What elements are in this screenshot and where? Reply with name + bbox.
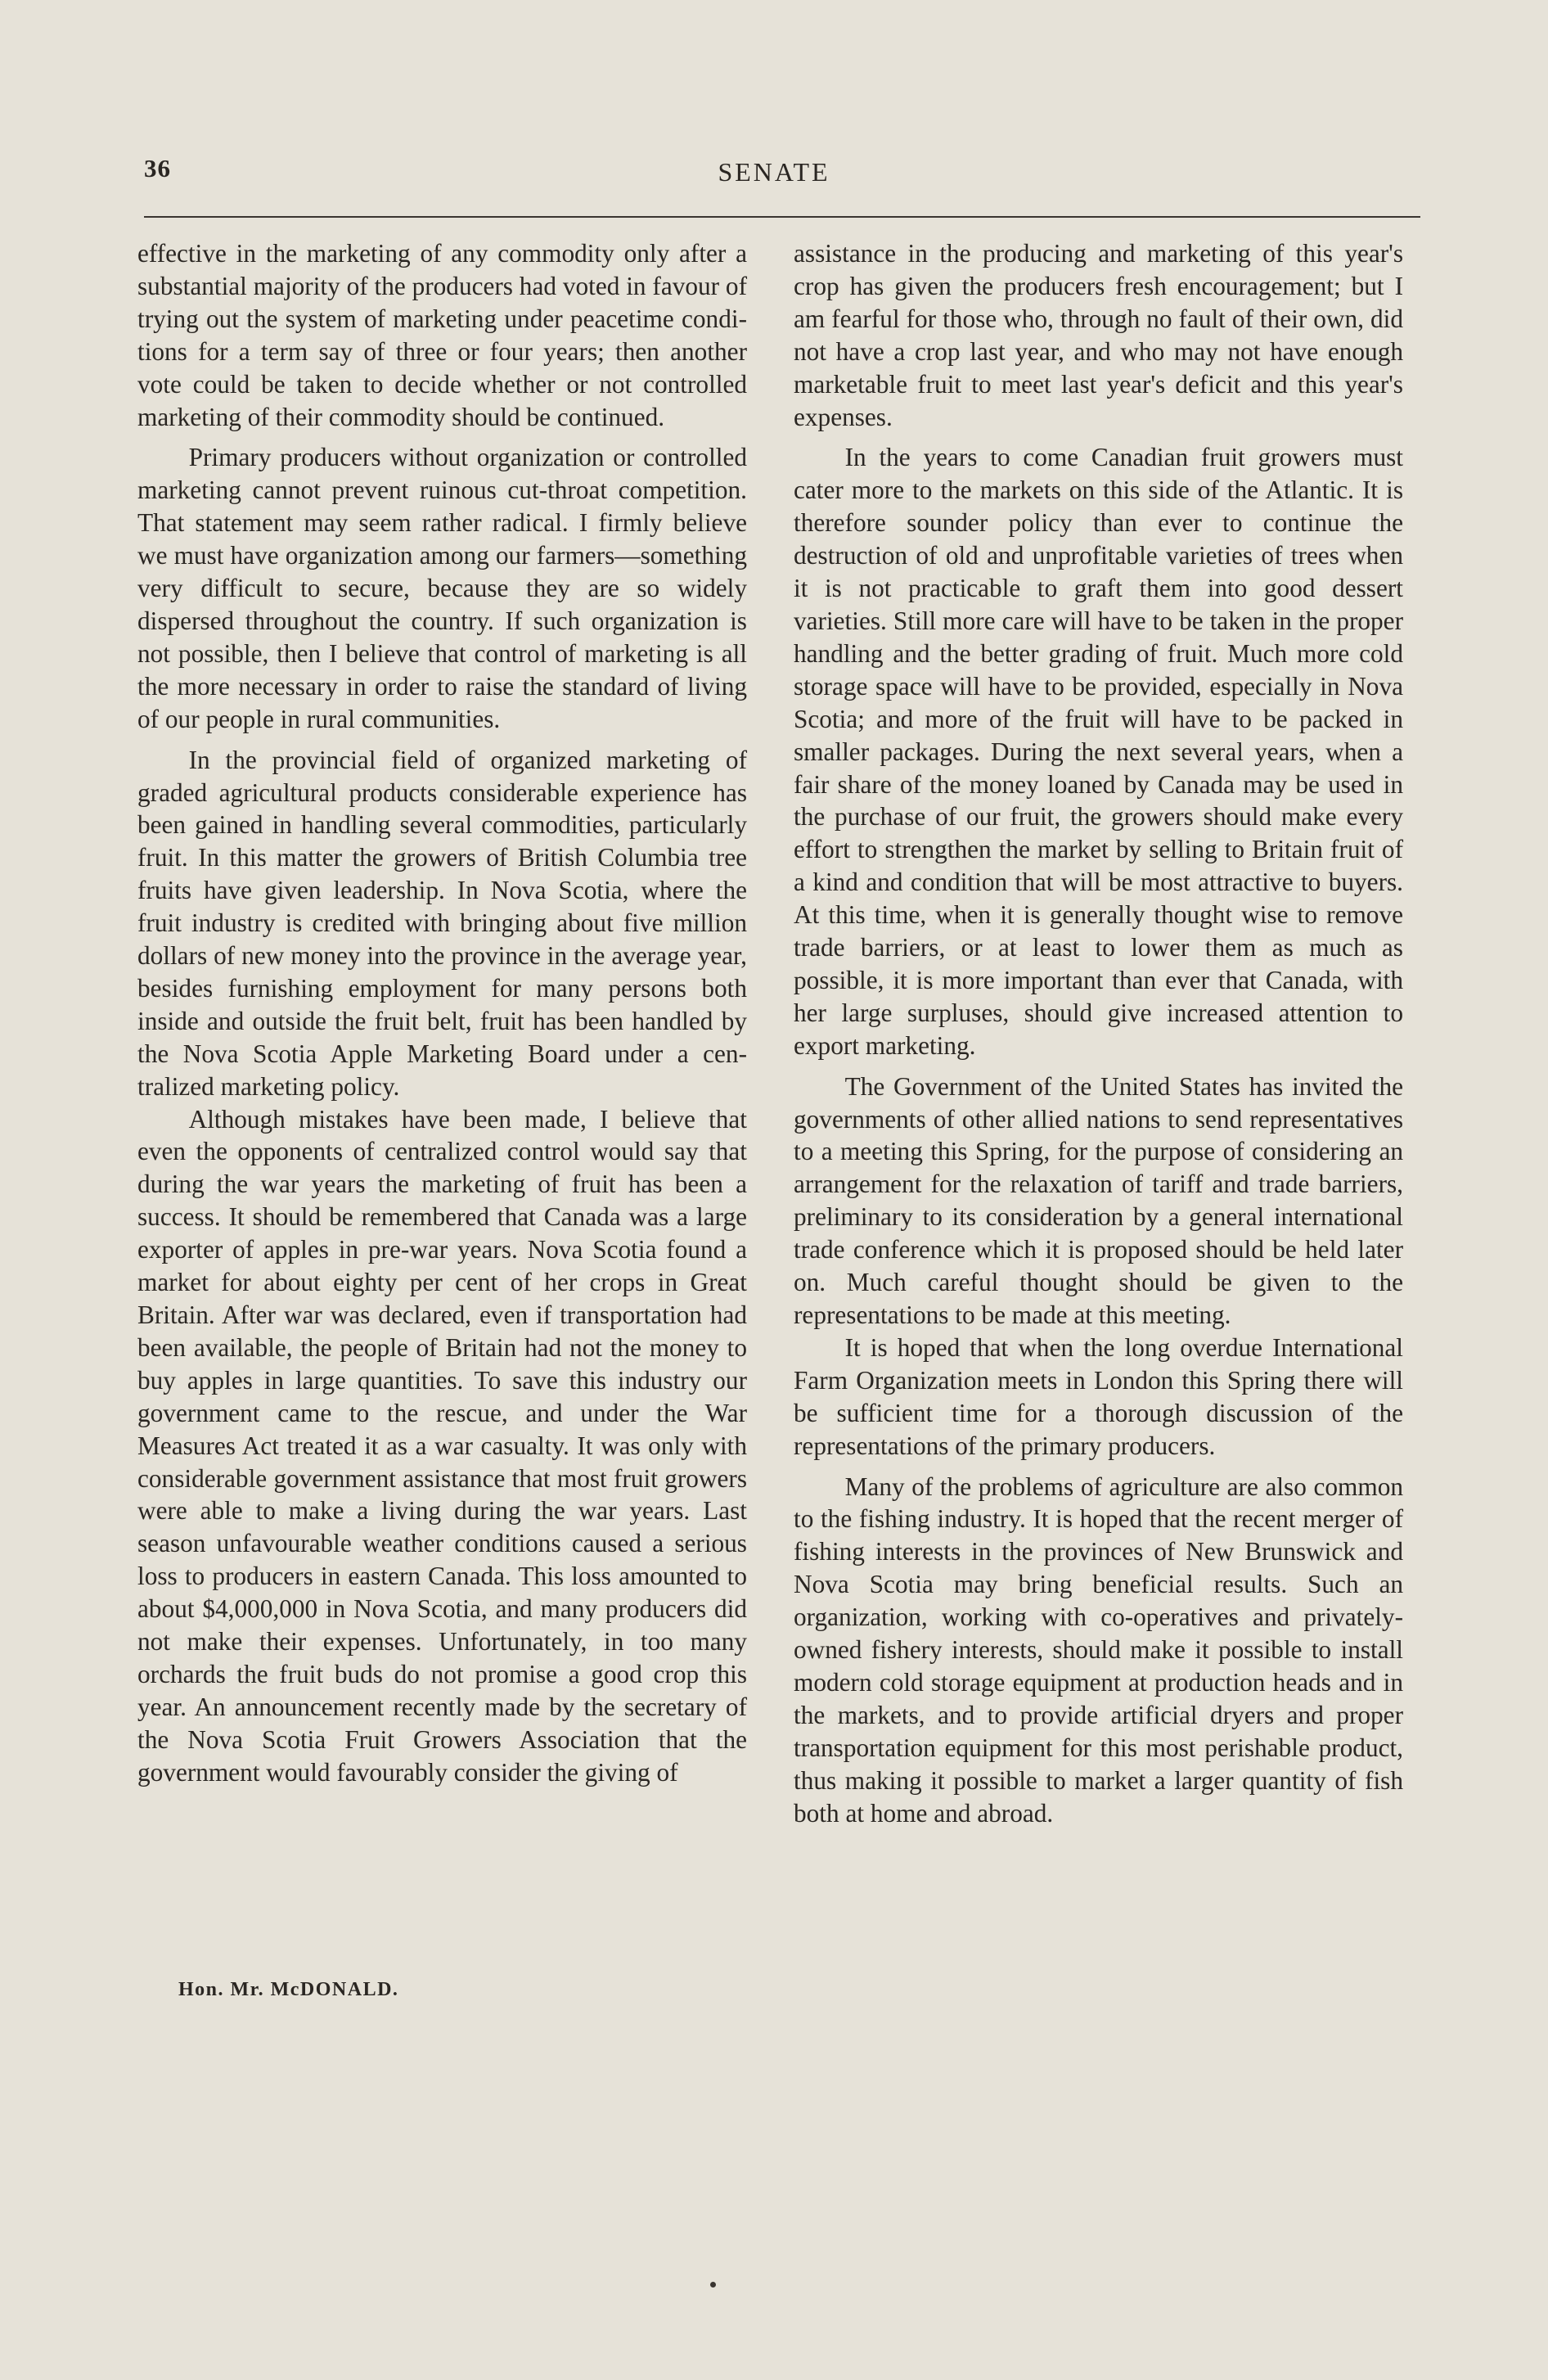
left-column [137, 237, 747, 1789]
speaker-footer: Hon. Mr. McDONALD. [178, 1979, 399, 2000]
paragraph: Although mistakes have been made, I believe that even the opponents of centralized control would say that during the war years the marketing of fruit has been a success. It should be remembered that Canada was a large exporter of apples in pre-war years. Nova Scotia found a market for about eighty per cent of her crops in Great Britain. After war was declared, even if transportation had been available, the people of Britain had not the money to buy apples in large quantities. To save this industry our government came to the rescue, and under the War Measures Act treated it as a war casualty. It was only with considerable government assistance that most fruit growers were able to make a living during the war years. Last season unfavourable weather conditions caused a serious loss to producers in eastern Canada. This loss amounted to about $4,000,000 in Nova Scotia, and many producers did not make their expenses. Unfortunately, in too many orchards the fruit buds do not promise a good crop this year. An announcement recently made by the secretary of the Nova Scotia Fruit Growers Association that the government would favourably consider the giving of [137, 1104, 747, 1787]
paragraph: In the provincial field of organized marketing of graded agricultural products considerable experience has been gained in handling several commodities, particularly fruit. In this matter the growers of British Columbia tree fruits have given leadership. In Nova Scotia, where the fruit industry is credited with bringing about five million dollars of new money into the province in the average year, besides furnishing employment for many persons both inside and outside the fruit belt, fruit has been handled by the Nova Scotia Apple Marketing Board under a centralized marketing policy. [137, 745, 747, 1101]
paragraph: The Government of the United States has invited the governments of other allied nations to send representatives to a meeting this Spring, for the purpose of considering an arrangement for the relaxation of tariff and trade barriers, preliminary to its consideration by a general international trade conference which it is proposed should be held later on. Much careful thought should be given to the representations to be made at this meeting. [794, 1071, 1403, 1329]
right-column [794, 237, 1403, 1830]
paragraph: It is hoped that when the long overdue International Farm Organization meets in London this Spring there will be sufficient time for a thorough discussion of the representations of the primary producers. [794, 1332, 1403, 1460]
paragraph: assistance in the producing and marketing of this year's crop has given the producers fresh encouragement; but I am fearful for those who, through no fault of their own, did not have a crop last year, and who may not have enough marketable fruit to meet last year's deficit and this year's expenses. [794, 239, 1403, 431]
paragraph: effective in the marketing of any commodity only after a substantial majority of the producers had voted in favour of trying out the system of marketing under peacetime conditions for a term say of three or four years; then another vote could be taken to decide whether or not controlled marketing of their commodity should be continued. [137, 239, 747, 431]
page-number: 36 [144, 154, 171, 183]
paragraph: Primary producers without organization or controlled marketing cannot prevent ruinous cut-throat competition. That statement may seem rather radical. I firmly believe we must have organization among our farmers—something very difficult to secure, because they are so widely dispersed throughout the country. If such organization is not possible, then I believe that control of marketing is all the more necessary in order to raise the standard of living of our people in rural communities. [137, 443, 747, 733]
paragraph: In the years to come Canadian fruit growers must cater more to the markets on this side of the Atlantic. It is therefore sounder policy than ever to continue the destruction of old and unprofitable varieties of trees when it is not practicable to graft them into good dessert varieties. Still more care will have to be taken in the proper handling and the better grading of fruit. Much more cold storage space will have to be provided, especially in Nova Scotia; and more of the fruit will have to be packed in smaller packages. During the next several years, when a fair share of the money loaned by Canada may be used in the purchase of our fruit, the growers should make every effort to strengthen the market by selling to Britain fruit of a kind and condition that will be most attractive to buyers. At this time, when it is generally thought wise to remove trade barriers, or at least to lower them as much as possible, it is more important than ever that Canada, with her large surpluses, should give increased attention to export marketing. [794, 443, 1403, 1060]
ink-speck [710, 2282, 716, 2288]
running-title: SENATE [718, 157, 830, 187]
header-rule [144, 216, 1420, 218]
paragraph: Many of the problems of agriculture are also common to the fishing industry. It is hoped that the recent merger of fishing interests in the provinces of New Brunswick and Nova Scotia may bring beneficial results. Such an organization, working with co-operatives and privately-owned fishery interests, should make it possible to install modern cold storage equipment at production heads and in the markets, and to provide artificial dryers and proper transportation equipment for this most perishable product, thus making it possible to market a larger quantity of fish both at home and abroad. [794, 1472, 1403, 1828]
